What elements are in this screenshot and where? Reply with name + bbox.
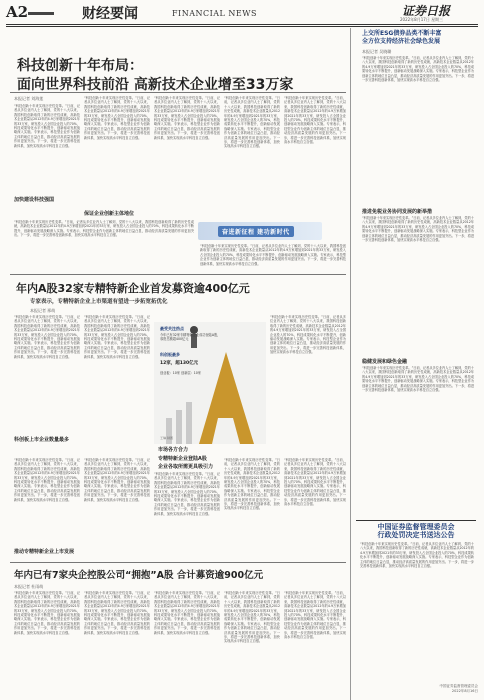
banner-slogan: 奋进新征程 建功新时代 bbox=[218, 226, 294, 237]
story2b-kicker: 市场各方合力 bbox=[158, 447, 189, 453]
main-divider bbox=[350, 28, 351, 700]
story2-col-6: “科技创新十年来实现历史性变革。”日前，记者从多位业内人士了解到，党的十八大以来，我国科技创新取得了新的历史性成就，高新技术企业数量从2012年的4.9万家增加到2021年的33万家，研发投入占全国企业投入的70%，科技成果转化水平不断提升，创新驱动发展战略深入实施。专家表示，科技型企业作为创新主体的地位日益凸显，推动经济高质量发展的作用更加突出。下一步，将进一步完善科技创新体系，加快实现高水平科技自立自强。 bbox=[154, 472, 220, 516]
lead-rule bbox=[10, 92, 346, 93]
story2-col-3: “科技创新十年来实现历史性变革。”日前，记者从多位业内人士了解到，党的十八大以来，我国科技创新取得了新的历史性成就，高新技术企业数量从2012年的4.9万家增加到2021年的33万家，研发投入占全国企业投入的70%，科技成果转化水平不断提升，创新驱动发展战略深入实施。专家表示，科技型企业作为创新主体的地位日益凸显，推动经济高质量发展的作用更加突出。下一步，将进一步完善科技创新体系，加快实现高水平科技自立自强。 bbox=[270, 315, 346, 355]
lead-column-5: “科技创新十年来实现历史性变革。”日前，记者从多位业内人士了解到，党的十八大以来，我国科技创新取得了新的历史性成就，高新技术企业数量从2012年的4.9万家增加到2021年的33万家，研发投入占全国企业投入的70%，科技成果转化水平不断提升，创新驱动发展战略深入实施。专家表示，科技型企业作为创新主体的地位日益凸显，推动经济高质量发展的作用更加突出。下一步，将进一步完善科技创新体系，加快实现高水平科技自立自强。 bbox=[284, 96, 346, 145]
story2-col-7: “科技创新十年来实现历史性变革。”日前，记者从多位业内人士了解到，党的十八大以来，我国科技创新取得了新的历史性成就，高新技术企业数量从2012年的4.9万家增加到2021年的33万家，研发投入占全国企业投入的70%，科技成果转化水平不断提升，创新驱动发展战略深入实施。专家表示，科技型企业作为创新主体的地位日益凸显，推动经济高质量发展的作用更加突出。下一步，将进一步完善科技创新体系，加快实现高水平科技自立自强。 bbox=[224, 458, 280, 511]
story2-rule-top bbox=[10, 274, 346, 275]
lead-byline: 本报记者 刘海莲 bbox=[14, 96, 44, 101]
story2-subtitle: 专家表示，专精特新企业上市渠道有望进一步拓宽拓优化 bbox=[30, 299, 168, 305]
header-bar bbox=[28, 12, 54, 15]
story2-col-2: “科技创新十年来实现历史性变革。”日前，记者从多位业内人士了解到，党的十八大以来，我国科技创新取得了新的历史性成就，高新技术企业数量从2012年的4.9万家增加到2021年的33万家，研发投入占全国企业投入的70%，科技成果转化水平不断提升，创新驱动发展战略深入实施。专家表示，科技型企业作为创新主体的地位日益凸显，推动经济高质量发展的作用更加突出。下一步，将进一步完善科技创新体系，加快实现高水平科技自立自强。 bbox=[84, 315, 150, 359]
lead-column-bottom-right: “科技创新十年来实现历史性变革。”日前，记者从多位业内人士了解到，党的十八大以来，我国科技创新取得了新的历史性成就，高新技术企业数量从2012年的4.9万家增加到2021年的33万家，研发投入占全国企业投入的70%，科技成果转化水平不断提升，创新驱动发展战略深入实施。专家表示，科技型企业作为创新主体的地位日益凸显，推动经济高质量发展的作用更加突出。下一步，将进一步完善科技创新体系，加快实现高水平科技自立自强。 bbox=[200, 244, 346, 266]
story2b-subtitle: 企业各取所需更具吸引力 bbox=[158, 464, 214, 470]
story3-rule-top bbox=[10, 562, 346, 563]
header-divider bbox=[6, 24, 478, 25]
ad-rule bbox=[356, 520, 476, 521]
lead-subhead-1: 加快建设科技强国 bbox=[14, 197, 55, 203]
header-divider-thin bbox=[6, 26, 478, 27]
story3-col-2: “科技创新十年来实现历史性变革。”日前，记者从多位业内人士了解到，党的十八大以来，我国科技创新取得了新的历史性成就，高新技术企业数量从2012年的4.9万家增加到2021年的33万家，研发投入占全国企业投入的70%，科技成果转化水平不断提升，创新驱动发展战略深入实施。专家表示，科技型企业作为创新主体的地位日益凸显，推动经济高质量发展的作用更加突出。下一步，将进一步完善科技创新体系，加快实现高水平科技自立自强。 bbox=[84, 591, 150, 635]
lead-title-line1: 科技创新十年布局： bbox=[17, 58, 143, 74]
story3-title: 年内已有7家央企控股公司“拥抱”A股 合计募资逾900亿元 bbox=[14, 570, 264, 581]
story2-title: 年内A股32家专精特新企业首发募资逾400亿元 bbox=[16, 282, 250, 295]
photo-caption-1: 最受关注热点 bbox=[160, 326, 184, 331]
story2-subhead-1: 科创板上市企业数量最多 bbox=[14, 437, 70, 443]
lead-subhead-2: 保证企业创新主体地位 bbox=[84, 211, 135, 217]
photo-caption-2: 今年已有32家专精特新企业成功登陆A股，募资总额超400亿元 bbox=[160, 333, 221, 341]
issue-date: 2022年8月17日 星期三 bbox=[400, 17, 444, 22]
ad-title: 中国证券监督管理委员会 行政处罚决定书送达公告 bbox=[377, 523, 455, 539]
photo-caption-3: 科创板最多 bbox=[160, 352, 180, 357]
right-column-2: “科技创新十年来实现历史性变革。”日前，记者从多位业内人士了解到，党的十八大以来，我国科技创新取得了新的历史性成就，高新技术企业数量从2012年的4.9万家增加到2021年的33万家，研发投入占全国企业投入的70%，科技成果转化水平不断提升，创新驱动发展战略深入实施。专家表示，科技型企业作为创新主体的地位日益凸显，推动经济高质量发展的作用更加突出。下一步，将进一步完善科技创新体系，加快实现高水平科技自立自强。 bbox=[362, 216, 474, 243]
right-box-title: 上交所ESG债券品类不断丰富 全方位支持经济社会绿色发展 bbox=[362, 30, 442, 45]
photo-caption-5: 创业板：10家 创新层：10家 bbox=[160, 371, 201, 375]
ad-body: “科技创新十年来实现历史性变革。”日前，记者从多位业内人士了解到，党的十八大以来，我国科技创新取得了新的历史性成就，高新技术企业数量从2012年的4.9万家增加到2021年的33万家，研发投入占全国企业投入的70%，科技成果转化水平不断提升，创新驱动发展战略深入实施。专家表示，科技型企业作为创新主体的地位日益凸显，推动经济高质量发展的作用更加突出。下一步，将进一步完善科技创新体系，加快实现高水平科技自立自强。 bbox=[360, 542, 474, 569]
story3-col-4: “科技创新十年来实现历史性变革。”日前，记者从多位业内人士了解到，党的十八大以来，我国科技创新取得了新的历史性成就，高新技术企业数量从2012年的4.9万家增加到2021年的33万家，研发投入占全国企业投入的70%，科技成果转化水平不断提升，创新驱动发展战略深入实施。专家表示，科技型企业作为创新主体的地位日益凸显，推动经济高质量发展的作用更加突出。下一步，将进一步完善科技创新体系，加快实现高水平科技自立自强。 bbox=[224, 591, 280, 644]
right-column-3: “科技创新十年来实现历史性变革。”日前，记者从多位业内人士了解到，党的十八大以来，我国科技创新取得了新的历史性成就，高新技术企业数量从2012年的4.9万家增加到2021年的33万家，研发投入占全国企业投入的70%，科技成果转化水平不断提升，创新驱动发展战略深入实施。专家表示，科技型企业作为创新主体的地位日益凸显，推动经济高质量发展的作用更加突出。下一步，将进一步完善科技创新体系，加快实现高水平科技自立自强。 bbox=[362, 366, 474, 393]
newspaper-logo: 证券日报 bbox=[402, 4, 451, 18]
right-column-1: “科技创新十年来实现历史性变革。”日前，记者从多位业内人士了解到，党的十八大以来，我国科技创新取得了新的历史性成就，高新技术企业数量从2012年的4.9万家增加到2021年的33万家，研发投入占全国企业投入的70%，科技成果转化水平不断提升，创新驱动发展战略深入实施。专家表示，科技型企业作为创新主体的地位日益凸显，推动经济高质量发展的作用更加突出。下一步，将进一步完善科技创新体系，加快实现高水平科技自立自强。 bbox=[362, 56, 474, 83]
page-code: A2 bbox=[6, 3, 29, 21]
story2-byline: 本报记者 邢萌 bbox=[30, 308, 56, 313]
photo-caption-4: 12家，超130亿元 bbox=[160, 361, 199, 366]
right-fin-title: 稳健发展和绿色金融 bbox=[362, 359, 408, 365]
story3-col-3: “科技创新十年来实现历史性变革。”日前，记者从多位业内人士了解到，党的十八大以来，我国科技创新取得了新的历史性成就，高新技术企业数量从2012年的4.9万家增加到2021年的33万家，研发投入占全国企业投入的70%，科技成果转化水平不断提升，创新驱动发展战略深入实施。专家表示，科技型企业作为创新主体的地位日益凸显，推动经济高质量发展的作用更加突出。下一步，将进一步完善科技创新体系，加快实现高水平科技自立自强。 bbox=[154, 591, 220, 635]
lead-column-1: “科技创新十年来实现历史性变革。”日前，记者从多位业内人士了解到，党的十八大以来，我国科技创新取得了新的历史性成就，高新技术企业数量从2012年的4.9万家增加到2021年的33万家，研发投入占全国企业投入的70%，科技成果转化水平不断提升，创新驱动发展战略深入实施。专家表示，科技型企业作为创新主体的地位日益凸显，推动经济高质量发展的作用更加突出。下一步，将进一步完善科技创新体系，加快实现高水平科技自立自强。 bbox=[14, 104, 80, 148]
lead-column-bottom: “科技创新十年来实现历史性变革。”日前，记者从多位业内人士了解到，党的十八大以来，我国科技创新取得了新的历史性成就，高新技术企业数量从2012年的4.9万家增加到2021年的33万家，研发投入占全国企业投入的70%，科技成果转化水平不断提升，创新驱动发展战略深入实施。专家表示，科技型企业作为创新主体的地位日益凸显，推动经济高质量发展的作用更加突出。下一步，将进一步完善科技创新体系，加快实现高水平科技自立自强。 bbox=[14, 220, 194, 238]
ad-footer: 中国证券监督管理委员会 2022年8月16日 bbox=[439, 684, 478, 693]
right-box-byline: 本报记者 吴晓璐 bbox=[362, 49, 392, 54]
section-title: 财经要闻 bbox=[82, 6, 138, 22]
lead-column-4: “科技创新十年来实现历史性变革。”日前，记者从多位业内人士了解到，党的十八大以来，我国科技创新取得了新的历史性成就，高新技术企业数量从2012年的4.9万家增加到2021年的33万家，研发投入占全国企业投入的70%，科技成果转化水平不断提升，创新驱动发展战略深入实施。专家表示，科技型企业作为创新主体的地位日益凸显，推动经济高质量发展的作用更加突出。下一步，将进一步完善科技创新体系，加快实现高水平科技自立自强。 bbox=[224, 96, 280, 149]
right-mid-title: 推进免税业务协同发展的新举措 bbox=[362, 209, 433, 215]
lead-column-2: “科技创新十年来实现历史性变革。”日前，记者从多位业内人士了解到，党的十八大以来，我国科技创新取得了新的历史性成就，高新技术企业数量从2012年的4.9万家增加到2021年的33万家，研发投入占全国企业投入的70%，科技成果转化水平不断提升，创新驱动发展战略深入实施。专家表示，科技型企业作为创新主体的地位日益凸显，推动经济高质量发展的作用更加突出。下一步，将进一步完善科技创新体系，加快实现高水平科技自立自强。 bbox=[84, 96, 150, 140]
lead-title-line2: 面向世界科技前沿 高新技术企业增至33万家 bbox=[17, 77, 294, 93]
story3-col-5: “科技创新十年来实现历史性变革。”日前，记者从多位业内人士了解到，党的十八大以来，我国科技创新取得了新的历史性成就，高新技术企业数量从2012年的4.9万家增加到2021年的33万家，研发投入占全国企业投入的70%，科技成果转化水平不断提升，创新驱动发展战略深入实施。专家表示，科技型企业作为创新主体的地位日益凸显，推动经济高质量发展的作用更加突出。下一步，将进一步完善科技创新体系，加快实现高水平科技自立自强。 bbox=[284, 591, 346, 640]
story2-col-5: “科技创新十年来实现历史性变革。”日前，记者从多位业内人士了解到，党的十八大以来，我国科技创新取得了新的历史性成就，高新技术企业数量从2012年的4.9万家增加到2021年的33万家，研发投入占全国企业投入的70%，科技成果转化水平不断提升，创新驱动发展战略深入实施。专家表示，科技型企业作为创新主体的地位日益凸显，推动经济高质量发展的作用更加突出。下一步，将进一步完善科技创新体系，加快实现高水平科技自立自强。 bbox=[84, 458, 150, 502]
lead-column-3: “科技创新十年来实现历史性变革。”日前，记者从多位业内人士了解到，党的十八大以来，我国科技创新取得了新的历史性成就，高新技术企业数量从2012年的4.9万家增加到2021年的33万家，研发投入占全国企业投入的70%，科技成果转化水平不断提升，创新驱动发展战略深入实施。专家表示，科技型企业作为创新主体的地位日益凸显，推动经济高质量发展的作用更加突出。下一步，将进一步完善科技创新体系，加快实现高水平科技自立自强。 bbox=[154, 96, 220, 140]
story3-col-1: “科技创新十年来实现历史性变革。”日前，记者从多位业内人士了解到，党的十八大以来，我国科技创新取得了新的历史性成就，高新技术企业数量从2012年的4.9万家增加到2021年的33万家，研发投入占全国企业投入的70%，科技成果转化水平不断提升，创新驱动发展战略深入实施。专家表示，科技型企业作为创新主体的地位日益凸显，推动经济高质量发展的作用更加突出。下一步，将进一步完善科技创新体系，加快实现高水平科技自立自强。 bbox=[14, 591, 80, 635]
story3-byline: 本报记者 杜雨萌 bbox=[14, 584, 44, 589]
story2-col-4: “科技创新十年来实现历史性变革。”日前，记者从多位业内人士了解到，党的十八大以来，我国科技创新取得了新的历史性成就，高新技术企业数量从2012年的4.9万家增加到2021年的33万家，研发投入占全国企业投入的70%，科技成果转化水平不断提升，创新驱动发展战略深入实施。专家表示，科技型企业作为创新主体的地位日益凸显，推动经济高质量发展的作用更加突出。下一步，将进一步完善科技创新体系，加快实现高水平科技自立自强。 bbox=[14, 458, 80, 502]
section-english: FINANCIAL NEWS bbox=[172, 9, 257, 18]
story2-col-1: “科技创新十年来实现历史性变革。”日前，记者从多位业内人士了解到，党的十八大以来，我国科技创新取得了新的历史性成就，高新技术企业数量从2012年的4.9万家增加到2021年的33万家，研发投入占全国企业投入的70%，科技成果转化水平不断提升，创新驱动发展战略深入实施。专家表示，科技型企业作为创新主体的地位日益凸显，推动经济高质量发展的作用更加突出。下一步，将进一步完善科技创新体系，加快实现高水平科技自立自强。 bbox=[14, 315, 80, 359]
story2-subhead-3: 推动专精特新企业上市发展 bbox=[14, 549, 75, 555]
photo-author: 王琳 制图 bbox=[160, 436, 173, 440]
story2b-title: 专精特新企业登陆A股 bbox=[158, 456, 207, 462]
story2-col-8: “科技创新十年来实现历史性变革。”日前，记者从多位业内人士了解到，党的十八大以来，我国科技创新取得了新的历史性成就，高新技术企业数量从2012年的4.9万家增加到2021年的33万家，研发投入占全国企业投入的70%，科技成果转化水平不断提升，创新驱动发展战略深入实施。专家表示，科技型企业作为创新主体的地位日益凸显，推动经济高质量发展的作用更加突出。下一步，将进一步完善科技创新体系，加快实现高水平科技自立自强。 bbox=[284, 458, 346, 507]
